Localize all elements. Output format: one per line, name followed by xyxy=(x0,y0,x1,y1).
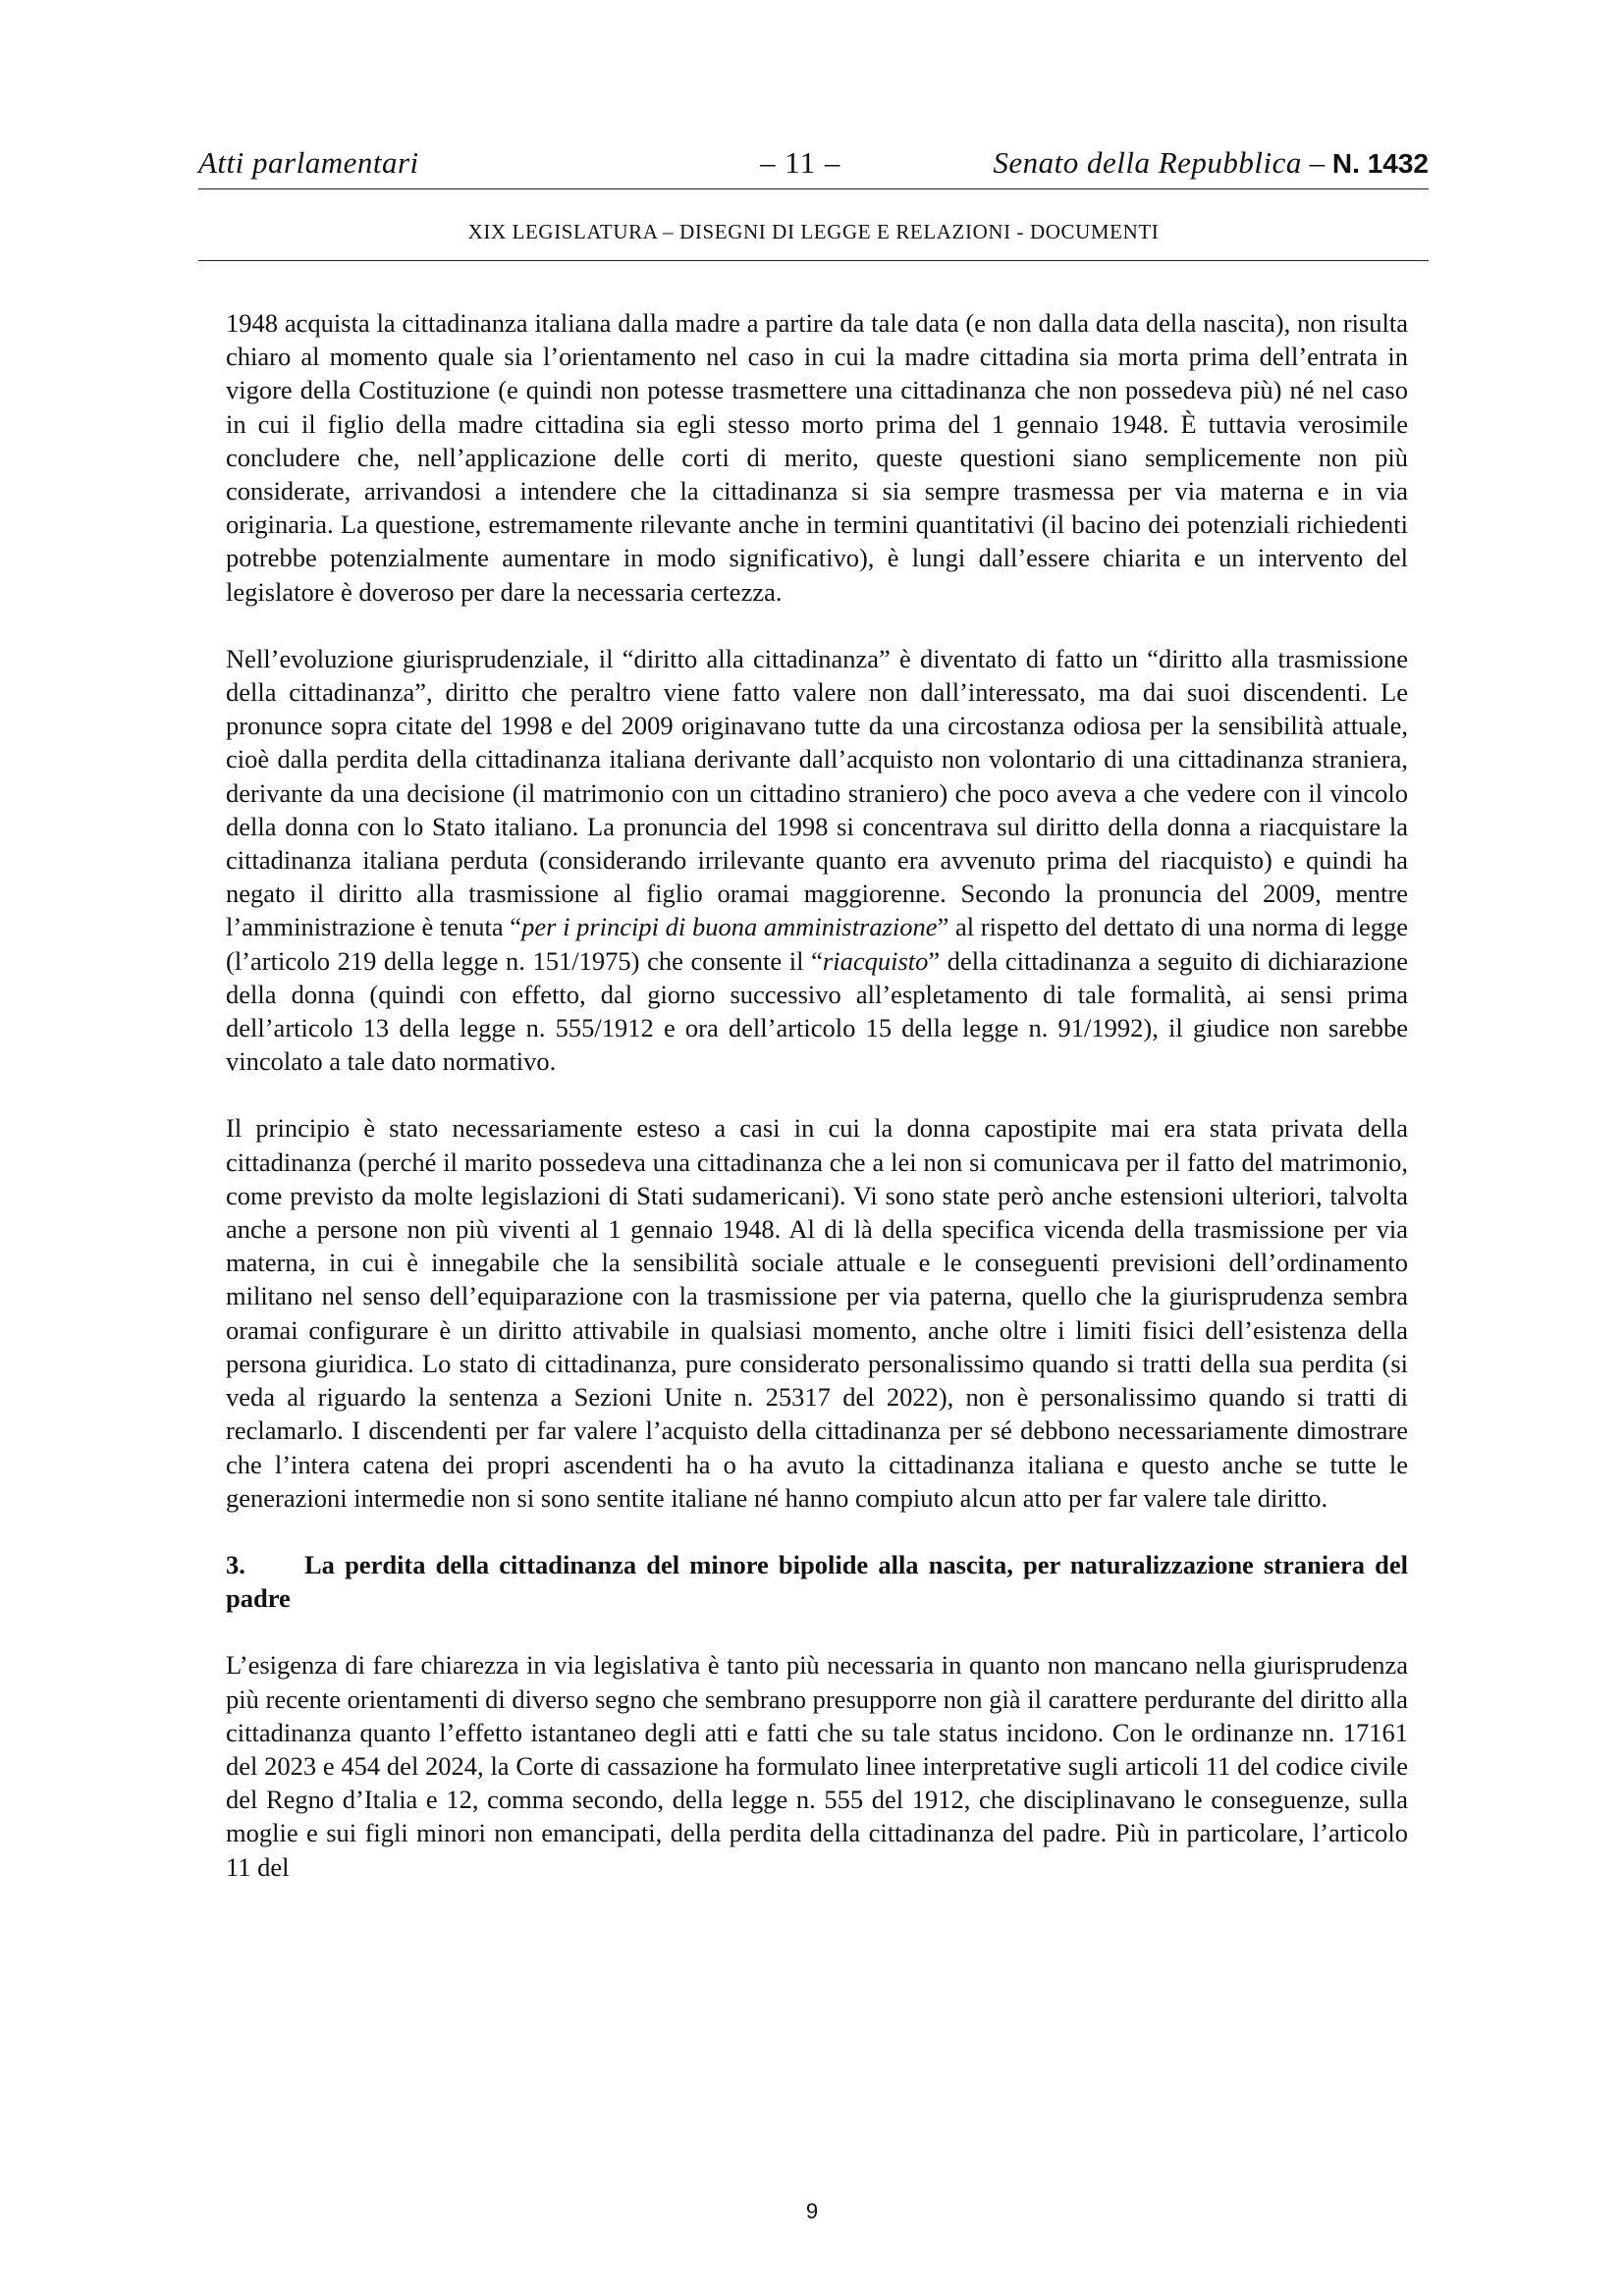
header-right xyxy=(993,145,1429,181)
header-subtitle: XIX LEGISLATURA – DISEGNI DI LEGGE E RELAZIONI - DOCUMENTI xyxy=(467,220,1160,243)
section-heading xyxy=(226,1548,1408,1615)
footer-page-number: 9 xyxy=(805,2199,819,2223)
paragraph-4: L’esigenza di fare chiarezza in via legislativa è tanto più necessaria in quanto non mancano nella giurisprudenza più recente orientamenti di diverso segno che sembrano presupporre non già il carattere perdurante del diritto alla cittadinanza quanto l’effetto istantaneo degli atti e fatti che su tale status incidono. Con le ordinanze nn. 17161 del 2023 e 454 del 2024, la Corte di cassazione ha formulato linee interpretative sugli articoli 11 del codice civile del Regno d’Italia e 12, comma secondo, della legge n. 555 del 1912, che disciplinavano le conseguenze, sulla moglie e sui figli minori non emancipati, della perdita della cittadinanza del padre. Più in particolare, l’articolo 11 del xyxy=(226,1650,1408,1882)
header-document-number: N. 1432 xyxy=(1331,148,1429,179)
paragraph-2-part-b: ” al rispetto del dettato di una norma di legge (l’articolo 219 della legge n. 151/1975) che consente il “ xyxy=(226,912,1409,976)
header-rule-top xyxy=(198,188,1429,189)
paragraph-2 xyxy=(226,642,1408,1079)
header-separator: – xyxy=(1301,145,1332,180)
paragraph-1: 1948 acquista la cittadinanza italiana dalla madre a partire da tale data (e non dalla data della nascita), non risulta chiaro al momento quale sia l’orientamento nel caso in cui la madre cittadina sia morta prima dell’entrata in vigore della Costituzione (e quindi non potesse trasmettere una cittadinanza che non possedeva più) né nel caso in cui il figlio della madre cittadina sia egli stesso morto prima del 1 gennaio 1948. È tuttavia verosimile concludere che, nell’applicazione delle corti di merito, queste questioni siano semplicemente non più considerate, arrivandosi a intendere che la cittadinanza si sia sempre trasmessa per via materna e in via originaria. La questione, estremamente rilevante anche in termini quantitativi (il bacino dei potenziali richiedenti potrebbe potenzialmente aumentare in modo significativo), è lungi dall’essere chiarita e un intervento del legislatore è doveroso per dare la necessaria certezza. xyxy=(226,308,1408,607)
section-number: 3. xyxy=(226,1549,245,1579)
header-institution: Senato della Repubblica xyxy=(993,145,1302,180)
header-left-title: Atti parlamentari xyxy=(198,145,419,180)
document-body xyxy=(226,306,1408,1917)
paragraph-2-part-a: Nell’evoluzione giurisprudenziale, il “diritto alla cittadinanza” è diventato di fatto un “diritto alla trasmissione della cittadinanza”, diritto che peraltro viene fatto valere non dall’interessato, ma dai suoi discendenti. Le pronunce sopra citate del 1998 e del 2009 originavano tutte da una circostanza odiosa per la sensibilità attuale, cioè dalla perdita della cittadinanza italiana derivante dall’acquisto non volontario di una cittadinanza straniera, derivante da una decisione (il matrimonio con un cittadino straniero) che poco aveva a che vedere con il vincolo della donna con lo Stato italiano. La pronuncia del 1998 si concentrava sul diritto della donna a riacquistare la cittadinanza italiana perduta (considerando irrilevante quanto era avvenuto prima del riacquisto) e quindi ha negato il diritto alla trasmissione al figlio oramai maggiorenne. Secondo la pronuncia del 2009, mentre l’amministrazione è tenuta “ xyxy=(226,643,1408,942)
header-page-number: – 11 – xyxy=(760,145,841,180)
paragraph-2-italic-2: riacquisto xyxy=(822,945,929,976)
paragraph-2-part-c: ” della cittadinanza a seguito di dichiarazione della donna (quindi con effetto, dal giorno successivo all’espletamento di tale formalità, ai sensi prima dell’articolo 13 della legge n. 555/1912 e ora dell’articolo 15 della legge n. 91/1992), il giudice non sarebbe vincolato a tale dato normativo. xyxy=(226,945,1408,1077)
paragraph-3: Il principio è stato necessariamente esteso a casi in cui la donna capostipite mai era stata privata della cittadinanza (perché il marito possedeva una cittadinanza che a lei non si comunicava per il fatto del matrimonio, come previsto da molte legislazioni di Stati sudamericani). Vi sono state però anche estensioni ulteriori, talvolta anche a persone non più viventi al 1 gennaio 1948. Al di là della specifica vicenda della trasmissione per via materna, in cui è innegabile che la sensibilità sociale attuale e le conseguenti previsioni dell’ordinamento militano nel senso dell’equiparazione con la trasmissione per via paterna, quello che la giurisprudenza sembra oramai configurare è un diritto attivabile in qualsiasi momento, anche oltre i limiti fisici dell’esistenza della persona giuridica. Lo stato di cittadinanza, pure considerato personalissimo quando si tratti della sua perdita (si veda al riguardo la sentenza a Sezioni Unite n. 25317 del 2022), non è personalissimo quando si tratti di reclamarlo. I discendenti per far valere l’acquisto della cittadinanza per sé debbono necessariamente dimostrare che l’intera catena dei propri ascendenti ha o ha avuto la cittadinanza italiana e questo anche se tutte le generazioni intermedie non si sono sentite italiane né hanno compiuto alcun atto per far valere tale diritto. xyxy=(226,1113,1408,1513)
page-header xyxy=(198,145,1429,185)
section-title-text: La perdita della cittadinanza del minore bipolide alla nascita, per naturalizzazione straniera del padre xyxy=(226,1549,1408,1614)
paragraph-2-italic-1: per i principi di buona amministrazione xyxy=(521,912,938,942)
header-rule-bottom xyxy=(198,260,1429,261)
